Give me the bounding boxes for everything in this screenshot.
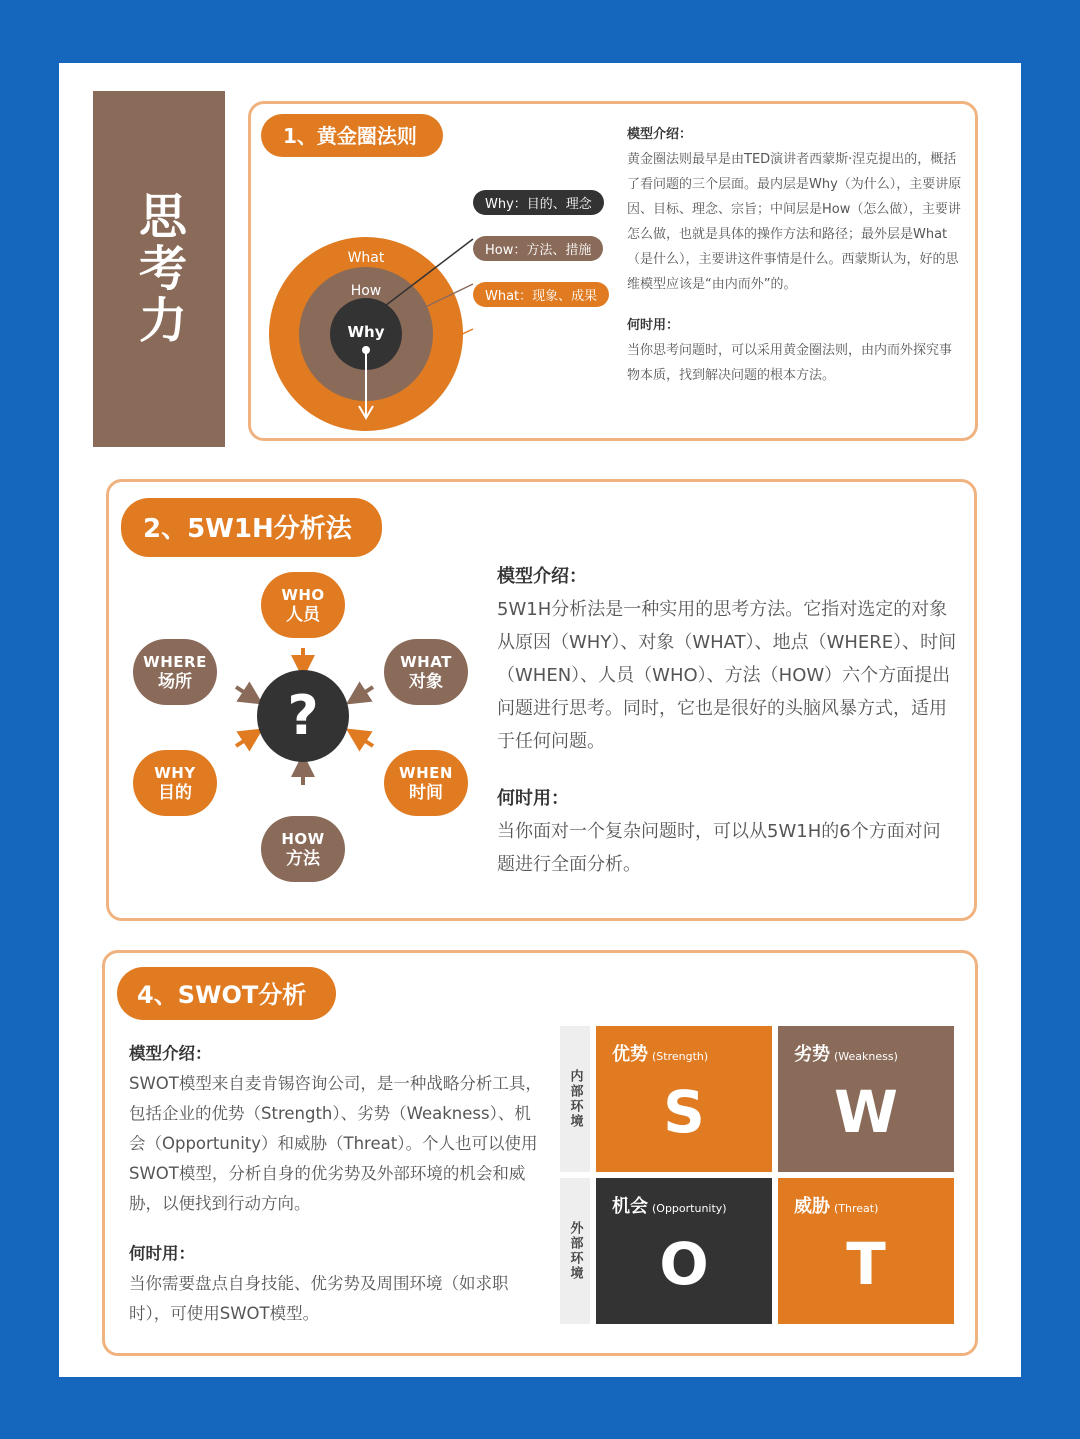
node-where — [133, 639, 217, 705]
when-title: 何时用： — [627, 318, 680, 333]
quadrant-strength-title: 优势 (Strength) — [612, 1044, 709, 1065]
when-title: 何时用： — [129, 1244, 195, 1263]
quadrant-weakness — [778, 1026, 954, 1172]
node-why-cn: 目的 — [158, 783, 192, 803]
quadrant-threat — [778, 1178, 954, 1324]
golden-circle-info — [627, 122, 962, 388]
node-why — [133, 750, 217, 816]
node-who-en: WHO — [281, 586, 325, 604]
arrow-what — [356, 687, 373, 698]
quadrant-strength — [596, 1026, 772, 1172]
five-w-one-h-info — [497, 560, 957, 881]
intro-text: 黄金圈法则最早是由TED演讲者西蒙斯·涅克提出的，概括了看问题的三个层面。最内层是Why（为什么），主要讲原因、目标、理念、宗旨；中间层是How（怎么做），主要讲怎么做，也就是具体的操作方法和路径；最外层是What（是什么），主要讲这件事情是什么。西蒙斯认为，好的思维模型应该是“由内而外”的。 — [627, 152, 962, 292]
label-what: What：现象、成果 — [473, 282, 609, 307]
node-where-cn: 场所 — [158, 672, 192, 692]
question-mark: ? — [287, 684, 319, 747]
arrow-dot — [362, 346, 370, 354]
intro-text: 5W1H分析法是一种实用的思考方法。它指对选定的对象从原因（WHY）、对象（WHAT）、地点（WHERE）、时间（WHEN）、人员（WHO）、方法（HOW）六个方面提出问题进行思考。同时，它也是很好的头脑风暴方式，适用于任何问题。 — [497, 599, 957, 752]
intro-text: SWOT模型来自麦肯锡咨询公司，是一种战略分析工具，包括企业的优势（Strength）、劣势（Weakness）、机会（Opportunity）和威胁（Threat）。个人也可以使用SWOT模型，分析自身的优劣势及外部环境的机会和威胁，以便找到行动方向。 — [129, 1074, 542, 1213]
node-how — [261, 816, 345, 882]
quadrant-threat-title: 威胁 (Threat) — [794, 1196, 879, 1217]
ring-label-why: Why — [347, 323, 385, 341]
five-w-one-h-heading: 2、5W1H分析法 — [121, 498, 382, 557]
when-text: 当你需要盘点自身技能、优劣势及周围环境（如求职时），可使用SWOT模型。 — [129, 1274, 509, 1323]
arrow-when — [356, 735, 373, 746]
node-when-cn: 时间 — [409, 783, 443, 803]
arrow-where — [236, 687, 253, 698]
intro-title: 模型介绍： — [497, 566, 587, 587]
internal-env-label: 内部环境 — [560, 1026, 590, 1172]
label-why: Why：目的、理念 — [473, 190, 604, 215]
quadrant-opportunity-title: 机会 (Opportunity) — [612, 1196, 727, 1217]
node-who — [261, 572, 345, 638]
intro-title: 模型介绍： — [129, 1044, 212, 1063]
ring-label-what: What — [347, 250, 385, 266]
golden-circle-heading: 1、黄金圈法则 — [261, 114, 443, 157]
external-env-label: 外部环境 — [560, 1178, 590, 1324]
when-text: 当你面对一个复杂问题时，可以从5W1H的6个方面对问题进行全面分析。 — [497, 821, 941, 875]
swot-info — [129, 1039, 543, 1329]
swot-card — [102, 950, 978, 1356]
node-what-cn: 对象 — [409, 672, 443, 692]
node-where-en: WHERE — [143, 653, 207, 671]
quadrant-threat-letter: T — [846, 1230, 886, 1298]
node-when-en: WHEN — [399, 764, 453, 782]
node-why-en: WHY — [154, 764, 196, 782]
node-what — [384, 639, 468, 705]
side-banner — [93, 91, 225, 447]
label-how: How：方法、措施 — [473, 236, 603, 261]
golden-circle-card — [248, 101, 978, 441]
quadrant-strength-letter: S — [663, 1078, 705, 1146]
node-when — [384, 750, 468, 816]
quadrant-opportunity-letter: O — [659, 1230, 709, 1298]
swot-heading: 4、SWOT分析 — [117, 967, 336, 1020]
quadrant-weakness-title: 劣势 (Weakness) — [794, 1044, 898, 1065]
page-sheet — [59, 63, 1021, 1377]
arrow-why — [236, 735, 253, 746]
node-how-en: HOW — [281, 830, 325, 848]
node-how-cn: 方法 — [286, 849, 320, 869]
quadrant-weakness-letter: W — [834, 1078, 898, 1146]
ring-label-how: How — [350, 283, 382, 299]
five-w-one-h-card — [106, 479, 977, 921]
intro-title: 模型介绍： — [627, 127, 693, 142]
quadrant-opportunity — [596, 1178, 772, 1324]
when-title: 何时用： — [497, 788, 569, 809]
banner-title: 思考力 — [130, 191, 187, 347]
node-what-en: WHAT — [400, 653, 452, 671]
node-who-cn: 人员 — [286, 605, 320, 625]
when-text: 当你思考问题时，可以采用黄金圈法则，由内而外探究事物本质，找到解决问题的根本方法。 — [627, 343, 953, 383]
